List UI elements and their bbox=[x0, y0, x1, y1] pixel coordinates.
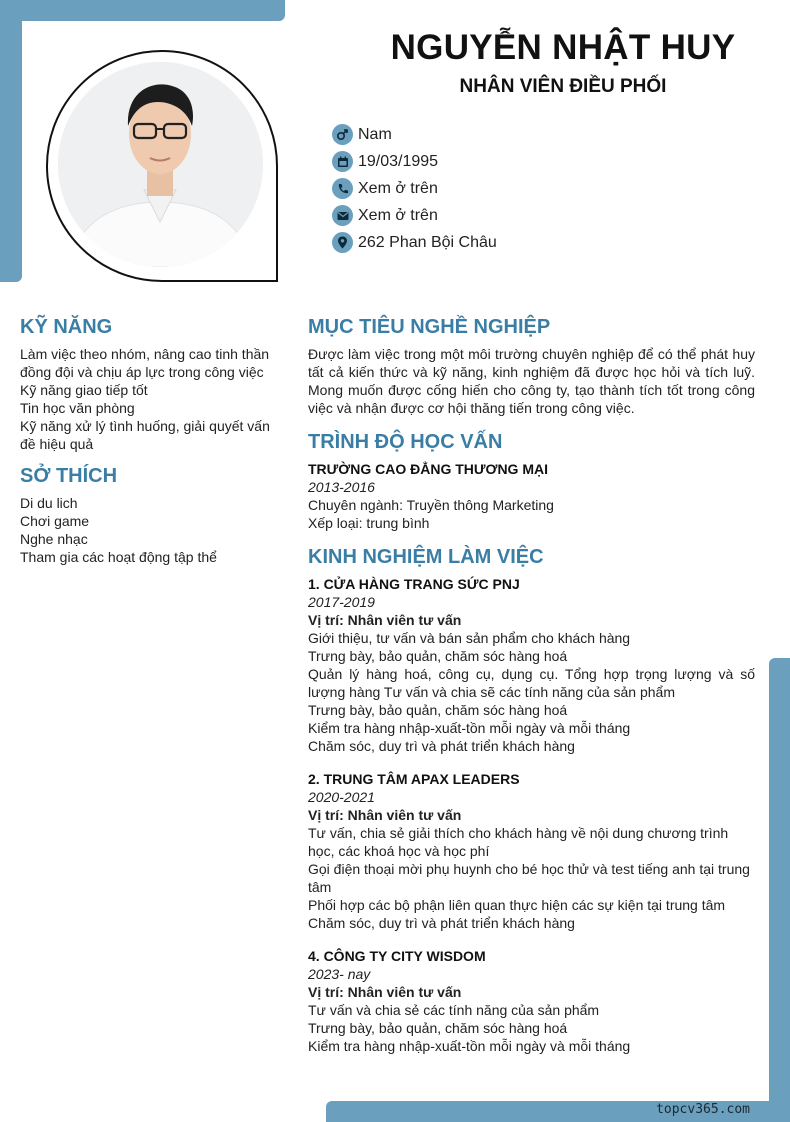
job-company: 4. CÔNG TY CITY WISDOM bbox=[308, 948, 486, 964]
email-text: Xem ở trên bbox=[358, 206, 438, 224]
job-duty: Phối hợp các bộ phận liên quan thực hiện các sự kiện tại trung tâm bbox=[308, 897, 726, 913]
hobby-item: Nghe nhạc bbox=[20, 531, 88, 547]
watermark: topcv365.com bbox=[656, 1102, 750, 1117]
accent-bar-right bbox=[769, 658, 790, 1122]
skill-item: Kỹ năng xử lý tình huống, giải quyết vấn đề hiệu quả bbox=[20, 418, 270, 452]
phone-text: Xem ở trên bbox=[358, 179, 438, 197]
job-duty: Giới thiệu, tư vấn và bán sản phẩm cho khách hàng bbox=[308, 630, 631, 646]
profile-photo bbox=[58, 62, 263, 267]
candidate-name: NGUYỄN NHẬT HUY bbox=[390, 28, 736, 67]
contact-email bbox=[332, 202, 497, 229]
skills-section bbox=[20, 316, 275, 453]
skill-item: Làm việc theo nhóm, nâng cao tinh thần đồng đội và chịu áp lực trong công việc bbox=[20, 346, 270, 380]
accent-bar-top bbox=[0, 0, 285, 21]
objective-heading: MỤC TIÊU NGHỀ NGHIỆP bbox=[308, 316, 551, 338]
job-company: 2. TRUNG TÂM APAX LEADERS bbox=[308, 771, 520, 787]
job-entry bbox=[308, 770, 755, 932]
job-position: Vị trí: Nhân viên tư vấn bbox=[308, 612, 462, 628]
contact-phone bbox=[332, 175, 497, 202]
education-grade: Xếp loại: trung bình bbox=[308, 515, 430, 531]
job-entry bbox=[308, 947, 755, 1055]
experience-section bbox=[308, 546, 755, 1055]
job-duty: Kiểm tra hàng nhập-xuất-tồn mỗi ngày và mỗi tháng bbox=[308, 1038, 631, 1054]
job-duty: Chăm sóc, duy trì và phát triển khách hàng bbox=[308, 738, 575, 754]
birthdate-text: 19/03/1995 bbox=[358, 152, 439, 170]
job-duty: Trưng bày, bảo quản, chăm sóc hàng hoá bbox=[308, 702, 568, 718]
job-duty: Chăm sóc, duy trì và phát triển khách hàng bbox=[308, 915, 575, 931]
skill-item: Tin học văn phòng bbox=[20, 400, 135, 416]
skills-heading: KỸ NĂNG bbox=[20, 316, 113, 338]
hobby-item: Tham gia các hoạt động tập thể bbox=[20, 549, 217, 565]
job-duty: Trưng bày, bảo quản, chăm sóc hàng hoá bbox=[308, 648, 568, 664]
job-period: 2017-2019 bbox=[308, 594, 375, 610]
contact-list bbox=[332, 121, 497, 256]
email-icon bbox=[332, 205, 353, 226]
contact-gender bbox=[332, 121, 497, 148]
address-text: 262 Phan Bội Châu bbox=[358, 233, 497, 251]
contact-address bbox=[332, 229, 497, 256]
education-heading: TRÌNH ĐỘ HỌC VẤN bbox=[308, 431, 503, 453]
objective-section bbox=[308, 316, 755, 417]
job-position: Vị trí: Nhân viên tư vấn bbox=[308, 984, 462, 1000]
experience-heading: KINH NGHIỆM LÀM VIỆC bbox=[308, 546, 544, 568]
school-name: TRƯỜNG CAO ĐẲNG THƯƠNG MẠI bbox=[308, 461, 548, 477]
job-entry bbox=[308, 575, 755, 755]
job-period: 2020-2021 bbox=[308, 789, 375, 805]
job-position: Vị trí: Nhân viên tư vấn bbox=[308, 807, 462, 823]
job-duty: Gọi điện thoại mời phụ huynh cho bé học thử và test tiếng anh tại trung tâm bbox=[308, 861, 750, 895]
objective-text: Được làm việc trong một môi trường chuyên nghiệp để có thể phát huy tất cả kiến thức và kỹ năng, kinh nghiệm đã được học hỏi và tích luỹ. Mong muốn được cống hiến cho công ty, tạo thành tích tốt trong công việc và nhận được cơ hội thăng tiến trong công việc. bbox=[308, 346, 755, 416]
hobby-item: Di du lich bbox=[20, 495, 78, 511]
phone-icon bbox=[332, 178, 353, 199]
job-duty: Kiểm tra hàng nhập-xuất-tồn mỗi ngày và mỗi tháng bbox=[308, 720, 631, 736]
job-title: NHÂN VIÊN ĐIỀU PHỐI bbox=[459, 76, 667, 97]
location-icon bbox=[332, 232, 353, 253]
right-column bbox=[308, 316, 755, 1070]
contact-birthdate bbox=[332, 148, 497, 175]
calendar-icon bbox=[332, 151, 353, 172]
gender-icon bbox=[332, 124, 353, 145]
education-period: 2013-2016 bbox=[308, 479, 375, 495]
hobbies-heading: SỞ THÍCH bbox=[20, 465, 118, 487]
job-company: 1. CỬA HÀNG TRANG SỨC PNJ bbox=[308, 576, 520, 592]
left-column bbox=[20, 316, 275, 566]
gender-text: Nam bbox=[358, 125, 392, 143]
job-duty: Quản lý hàng hoá, công cụ, dụng cụ. Tổng hợp trọng lượng và số lượng hàng Tư vấn và chia sẽ các tính năng của sản phẩm bbox=[308, 666, 755, 700]
accent-bar-left bbox=[0, 0, 22, 282]
education-section bbox=[308, 431, 755, 532]
job-period: 2023- nay bbox=[308, 966, 371, 982]
job-duty: Trưng bày, bảo quản, chăm sóc hàng hoá bbox=[308, 1020, 568, 1036]
job-duty: Tư vấn, chia sẻ giải thích cho khách hàng về nội dung chương trình học, các khoá học và học phí bbox=[308, 825, 729, 859]
hobby-item: Chơi game bbox=[20, 513, 90, 529]
hobbies-section bbox=[20, 465, 275, 566]
education-major: Chuyên ngành: Truyền thông Marketing bbox=[308, 497, 554, 513]
skill-item: Kỹ năng giao tiếp tốt bbox=[20, 382, 148, 398]
job-duty: Tư vấn và chia sẻ các tính năng của sản phẩm bbox=[308, 1002, 600, 1018]
